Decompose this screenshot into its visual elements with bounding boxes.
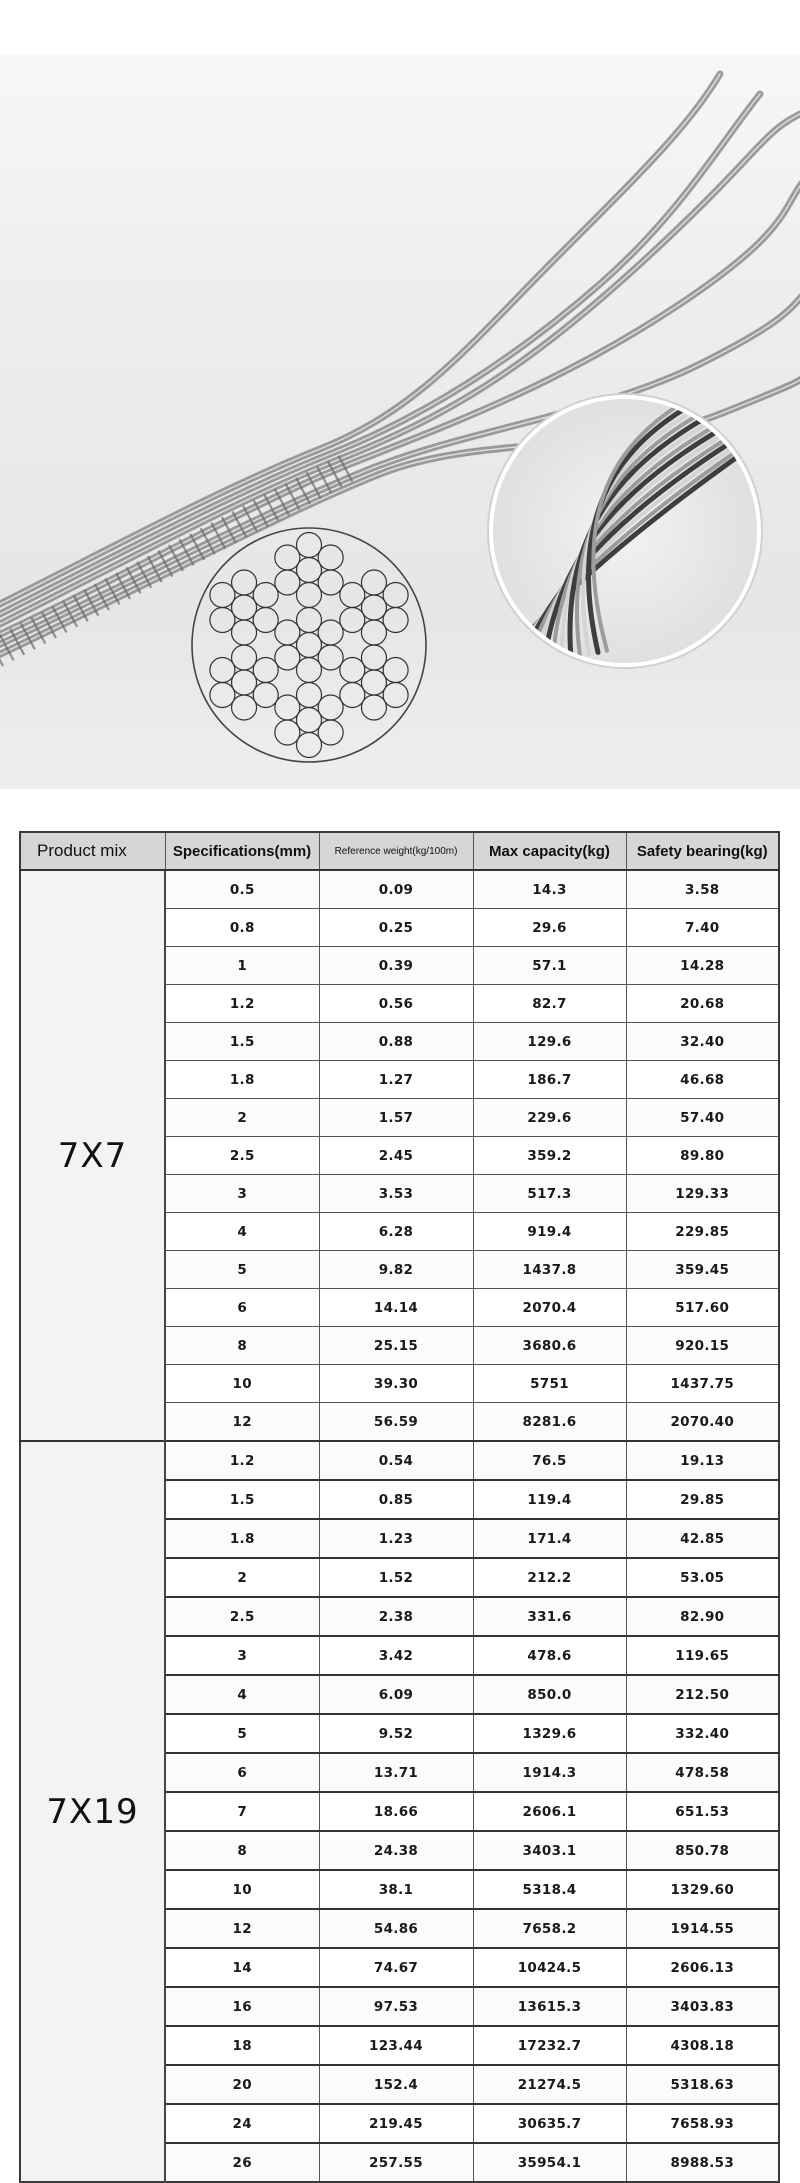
weight-cell: 1.27 bbox=[319, 1061, 473, 1099]
safety-bearing-cell: 229.85 bbox=[626, 1213, 779, 1251]
safety-bearing-cell: 8988.53 bbox=[626, 2143, 779, 2182]
weight-cell: 9.52 bbox=[319, 1714, 473, 1753]
weight-cell: 38.1 bbox=[319, 1870, 473, 1909]
spec-cell: 1.5 bbox=[165, 1480, 319, 1519]
table-row bbox=[20, 1441, 779, 1480]
safety-bearing-cell: 332.40 bbox=[626, 1714, 779, 1753]
weight-cell: 219.45 bbox=[319, 2104, 473, 2143]
spec-cell: 24 bbox=[165, 2104, 319, 2143]
spec-cell: 3 bbox=[165, 1636, 319, 1675]
safety-bearing-cell: 5318.63 bbox=[626, 2065, 779, 2104]
safety-bearing-cell: 29.85 bbox=[626, 1480, 779, 1519]
weight-cell: 152.4 bbox=[319, 2065, 473, 2104]
weight-cell: 0.25 bbox=[319, 909, 473, 947]
max-capacity-cell: 21274.5 bbox=[473, 2065, 626, 2104]
header-reference-weight: Reference weight(kg/100m) bbox=[319, 832, 473, 870]
weight-cell: 6.09 bbox=[319, 1675, 473, 1714]
safety-bearing-cell: 850.78 bbox=[626, 1831, 779, 1870]
spec-cell: 12 bbox=[165, 1403, 319, 1442]
weight-cell: 0.85 bbox=[319, 1480, 473, 1519]
product-mix-label: 7X19 bbox=[20, 1441, 165, 2182]
safety-bearing-cell: 20.68 bbox=[626, 985, 779, 1023]
safety-bearing-cell: 359.45 bbox=[626, 1251, 779, 1289]
max-capacity-cell: 5751 bbox=[473, 1365, 626, 1403]
spec-cell: 2.5 bbox=[165, 1597, 319, 1636]
spec-cell: 8 bbox=[165, 1327, 319, 1365]
spec-cell: 1.8 bbox=[165, 1519, 319, 1558]
max-capacity-cell: 850.0 bbox=[473, 1675, 626, 1714]
max-capacity-cell: 5318.4 bbox=[473, 1870, 626, 1909]
spec-cell: 2.5 bbox=[165, 1137, 319, 1175]
weight-cell: 1.23 bbox=[319, 1519, 473, 1558]
max-capacity-cell: 229.6 bbox=[473, 1099, 626, 1137]
safety-bearing-cell: 119.65 bbox=[626, 1636, 779, 1675]
weight-cell: 13.71 bbox=[319, 1753, 473, 1792]
spec-cell: 20 bbox=[165, 2065, 319, 2104]
max-capacity-cell: 1437.8 bbox=[473, 1251, 626, 1289]
weight-cell: 0.09 bbox=[319, 870, 473, 909]
table-row bbox=[20, 870, 779, 909]
weight-cell: 3.53 bbox=[319, 1175, 473, 1213]
spec-cell: 1.2 bbox=[165, 985, 319, 1023]
spec-cell: 0.5 bbox=[165, 870, 319, 909]
safety-bearing-cell: 3.58 bbox=[626, 870, 779, 909]
max-capacity-cell: 17232.7 bbox=[473, 2026, 626, 2065]
spec-cell: 1.5 bbox=[165, 1023, 319, 1061]
product-group-7x19 bbox=[20, 1441, 779, 2182]
spec-cell: 2 bbox=[165, 1558, 319, 1597]
max-capacity-cell: 359.2 bbox=[473, 1137, 626, 1175]
spec-cell: 4 bbox=[165, 1675, 319, 1714]
table-header-row bbox=[20, 832, 779, 870]
weight-cell: 2.45 bbox=[319, 1137, 473, 1175]
weight-cell: 56.59 bbox=[319, 1403, 473, 1442]
safety-bearing-cell: 7658.93 bbox=[626, 2104, 779, 2143]
safety-bearing-cell: 129.33 bbox=[626, 1175, 779, 1213]
weight-cell: 14.14 bbox=[319, 1289, 473, 1327]
max-capacity-cell: 119.4 bbox=[473, 1480, 626, 1519]
header-product-mix: Product mix bbox=[20, 832, 165, 870]
spec-cell: 6 bbox=[165, 1753, 319, 1792]
header-specifications: Specifications(mm) bbox=[165, 832, 319, 870]
max-capacity-cell: 1329.6 bbox=[473, 1714, 626, 1753]
safety-bearing-cell: 57.40 bbox=[626, 1099, 779, 1137]
max-capacity-cell: 57.1 bbox=[473, 947, 626, 985]
weight-cell: 39.30 bbox=[319, 1365, 473, 1403]
spec-cell: 14 bbox=[165, 1948, 319, 1987]
weight-cell: 257.55 bbox=[319, 2143, 473, 2182]
safety-bearing-cell: 4308.18 bbox=[626, 2026, 779, 2065]
product-mix-label: 7X7 bbox=[20, 870, 165, 1441]
max-capacity-cell: 171.4 bbox=[473, 1519, 626, 1558]
max-capacity-cell: 82.7 bbox=[473, 985, 626, 1023]
header-max-capacity: Max capacity(kg) bbox=[473, 832, 626, 870]
safety-bearing-cell: 89.80 bbox=[626, 1137, 779, 1175]
safety-bearing-cell: 212.50 bbox=[626, 1675, 779, 1714]
safety-bearing-cell: 3403.83 bbox=[626, 1987, 779, 2026]
weight-cell: 74.67 bbox=[319, 1948, 473, 1987]
spec-cell: 8 bbox=[165, 1831, 319, 1870]
safety-bearing-cell: 82.90 bbox=[626, 1597, 779, 1636]
safety-bearing-cell: 2070.40 bbox=[626, 1403, 779, 1442]
safety-bearing-cell: 14.28 bbox=[626, 947, 779, 985]
safety-bearing-cell: 19.13 bbox=[626, 1441, 779, 1480]
max-capacity-cell: 331.6 bbox=[473, 1597, 626, 1636]
spec-cell: 5 bbox=[165, 1251, 319, 1289]
max-capacity-cell: 919.4 bbox=[473, 1213, 626, 1251]
max-capacity-cell: 517.3 bbox=[473, 1175, 626, 1213]
safety-bearing-cell: 53.05 bbox=[626, 1558, 779, 1597]
weight-cell: 3.42 bbox=[319, 1636, 473, 1675]
weight-cell: 25.15 bbox=[319, 1327, 473, 1365]
spec-cell: 5 bbox=[165, 1714, 319, 1753]
max-capacity-cell: 14.3 bbox=[473, 870, 626, 909]
spec-cell: 10 bbox=[165, 1870, 319, 1909]
weight-cell: 18.66 bbox=[319, 1792, 473, 1831]
max-capacity-cell: 35954.1 bbox=[473, 2143, 626, 2182]
weight-cell: 1.57 bbox=[319, 1099, 473, 1137]
max-capacity-cell: 8281.6 bbox=[473, 1403, 626, 1442]
weight-cell: 2.38 bbox=[319, 1597, 473, 1636]
product-group-7x7 bbox=[20, 870, 779, 1441]
weight-cell: 97.53 bbox=[319, 1987, 473, 2026]
safety-bearing-cell: 920.15 bbox=[626, 1327, 779, 1365]
max-capacity-cell: 2070.4 bbox=[473, 1289, 626, 1327]
spec-cell: 12 bbox=[165, 1909, 319, 1948]
weight-cell: 54.86 bbox=[319, 1909, 473, 1948]
max-capacity-cell: 3403.1 bbox=[473, 1831, 626, 1870]
header-safety-bearing: Safety bearing(kg) bbox=[626, 832, 779, 870]
wire-rope-illustration bbox=[0, 54, 800, 789]
weight-cell: 24.38 bbox=[319, 1831, 473, 1870]
spec-cell: 1 bbox=[165, 947, 319, 985]
safety-bearing-cell: 1914.55 bbox=[626, 1909, 779, 1948]
spec-cell: 1.8 bbox=[165, 1061, 319, 1099]
max-capacity-cell: 2606.1 bbox=[473, 1792, 626, 1831]
safety-bearing-cell: 651.53 bbox=[626, 1792, 779, 1831]
max-capacity-cell: 212.2 bbox=[473, 1558, 626, 1597]
spec-cell: 16 bbox=[165, 1987, 319, 2026]
weight-cell: 1.52 bbox=[319, 1558, 473, 1597]
cross-section-diagram bbox=[192, 528, 426, 762]
product-hero-image bbox=[0, 54, 800, 789]
spec-cell: 4 bbox=[165, 1213, 319, 1251]
safety-bearing-cell: 2606.13 bbox=[626, 1948, 779, 1987]
max-capacity-cell: 186.7 bbox=[473, 1061, 626, 1099]
spec-cell: 10 bbox=[165, 1365, 319, 1403]
max-capacity-cell: 13615.3 bbox=[473, 1987, 626, 2026]
weight-cell: 6.28 bbox=[319, 1213, 473, 1251]
spec-cell: 3 bbox=[165, 1175, 319, 1213]
weight-cell: 123.44 bbox=[319, 2026, 473, 2065]
weight-cell: 9.82 bbox=[319, 1251, 473, 1289]
safety-bearing-cell: 1329.60 bbox=[626, 1870, 779, 1909]
max-capacity-cell: 7658.2 bbox=[473, 1909, 626, 1948]
max-capacity-cell: 3680.6 bbox=[473, 1327, 626, 1365]
weight-cell: 0.56 bbox=[319, 985, 473, 1023]
spec-cell: 26 bbox=[165, 2143, 319, 2182]
max-capacity-cell: 1914.3 bbox=[473, 1753, 626, 1792]
weight-cell: 0.39 bbox=[319, 947, 473, 985]
safety-bearing-cell: 478.58 bbox=[626, 1753, 779, 1792]
safety-bearing-cell: 7.40 bbox=[626, 909, 779, 947]
weight-cell: 0.54 bbox=[319, 1441, 473, 1480]
safety-bearing-cell: 517.60 bbox=[626, 1289, 779, 1327]
spec-cell: 2 bbox=[165, 1099, 319, 1137]
max-capacity-cell: 30635.7 bbox=[473, 2104, 626, 2143]
spec-cell: 6 bbox=[165, 1289, 319, 1327]
max-capacity-cell: 10424.5 bbox=[473, 1948, 626, 1987]
safety-bearing-cell: 1437.75 bbox=[626, 1365, 779, 1403]
spec-cell: 1.2 bbox=[165, 1441, 319, 1480]
safety-bearing-cell: 42.85 bbox=[626, 1519, 779, 1558]
spec-cell: 7 bbox=[165, 1792, 319, 1831]
weight-cell: 0.88 bbox=[319, 1023, 473, 1061]
max-capacity-cell: 76.5 bbox=[473, 1441, 626, 1480]
spec-cell: 18 bbox=[165, 2026, 319, 2065]
safety-bearing-cell: 32.40 bbox=[626, 1023, 779, 1061]
wire-rope-spec-table bbox=[19, 831, 780, 2183]
max-capacity-cell: 29.6 bbox=[473, 909, 626, 947]
max-capacity-cell: 478.6 bbox=[473, 1636, 626, 1675]
max-capacity-cell: 129.6 bbox=[473, 1023, 626, 1061]
spec-cell: 0.8 bbox=[165, 909, 319, 947]
safety-bearing-cell: 46.68 bbox=[626, 1061, 779, 1099]
